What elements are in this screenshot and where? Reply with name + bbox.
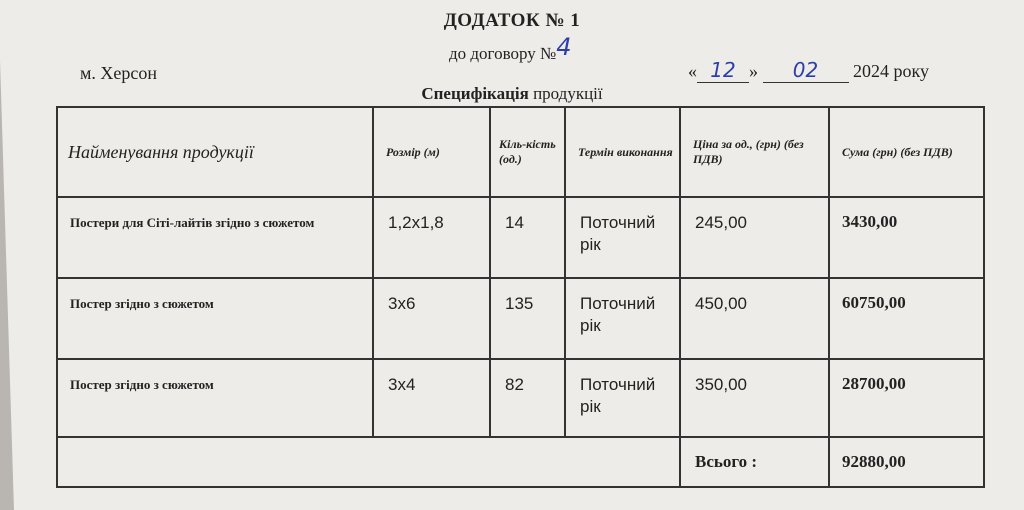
product-table — [56, 106, 985, 488]
table-total-row — [57, 437, 984, 487]
product-qty: 14 — [490, 197, 565, 278]
spec-bold: Специфікація — [421, 84, 529, 103]
column-header-qty: Кіль-кість (од.) — [490, 107, 565, 197]
total-label: Всього : — [680, 437, 829, 487]
date-day-field — [697, 58, 749, 83]
product-name: Постер згідно з сюжетом — [57, 359, 373, 437]
table-row — [57, 359, 984, 437]
table-row — [57, 197, 984, 278]
contract-label: до договору № — [449, 44, 557, 63]
specification-heading — [0, 84, 1024, 104]
total-value: 92880,00 — [829, 437, 984, 487]
city: м. Херсон — [80, 63, 158, 83]
table-header-row — [57, 107, 984, 197]
contract-number: 4 — [556, 33, 572, 61]
product-price: 245,00 — [680, 197, 829, 278]
product-sum: 3430,00 — [829, 197, 984, 278]
column-header-size: Розмір (м) — [373, 107, 490, 197]
product-name: Постери для Сіті-лайтів згідно з сюжетом — [57, 197, 373, 278]
appendix-title: ДОДАТОК № 1 — [443, 10, 581, 31]
spec-rest: продукції — [528, 84, 603, 103]
product-name: Постер згідно з сюжетом — [57, 278, 373, 359]
column-header-price: Ціна за од., (грн) (без ПДВ) — [680, 107, 829, 197]
date-close-quote: » — [749, 61, 758, 81]
date-month: 02 — [792, 58, 819, 82]
product-term: Поточний рік — [565, 278, 680, 359]
product-sum: 28700,00 — [829, 359, 984, 437]
column-header-sum: Сума (грн) (без ПДВ) — [829, 107, 984, 197]
date-month-field — [763, 58, 849, 83]
table-row — [57, 278, 984, 359]
product-size: 1,2х1,8 — [373, 197, 490, 278]
product-price: 350,00 — [680, 359, 829, 437]
product-price: 450,00 — [680, 278, 829, 359]
product-sum: 60750,00 — [829, 278, 984, 359]
product-qty: 135 — [490, 278, 565, 359]
column-header-name: Найменування продукції — [57, 107, 373, 197]
total-empty-cell — [57, 437, 680, 487]
contract-reference — [449, 33, 572, 65]
date-day: 12 — [710, 58, 736, 82]
product-size: 3х6 — [373, 278, 490, 359]
date-open-quote: « — [688, 61, 697, 81]
column-header-term: Термін виконання — [565, 107, 680, 197]
product-qty: 82 — [490, 359, 565, 437]
date-year: 2024 року — [853, 61, 929, 81]
product-size: 3х4 — [373, 359, 490, 437]
document-date — [688, 58, 929, 83]
product-term: Поточний рік — [565, 197, 680, 278]
product-term: Поточний рік — [565, 359, 680, 437]
